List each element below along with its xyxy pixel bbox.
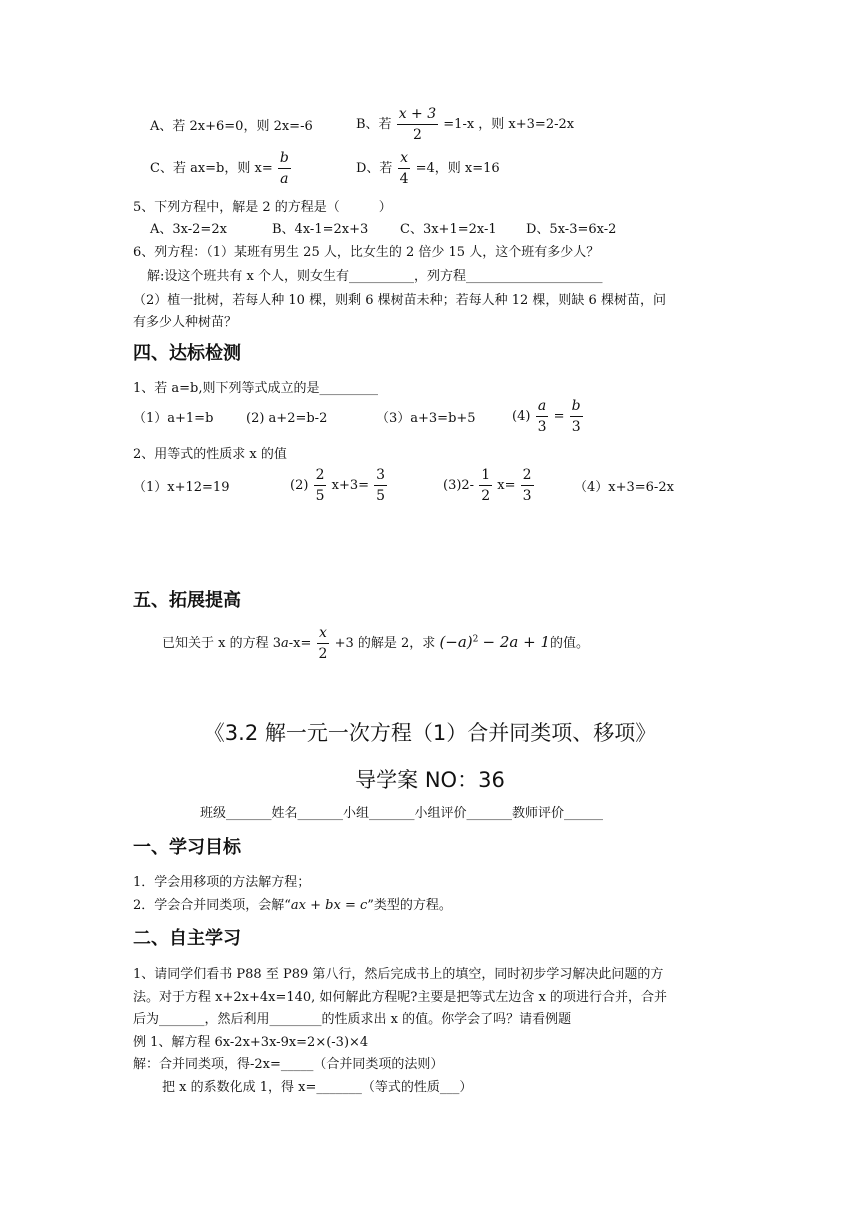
q4-d-denominator: 4: [399, 171, 409, 187]
q4-option-d: [356, 151, 500, 186]
numerator: b: [570, 399, 583, 417]
q4-option-c: [150, 151, 292, 186]
sec4-q1-option-4-label: (4): [512, 409, 531, 424]
problem-after: +3 的解是 2，求: [334, 636, 436, 651]
item-prefix: (2): [290, 478, 309, 493]
q6-part2-line2: 有多少人种树苗？: [133, 315, 238, 330]
q4-d-prefix: D、若: [356, 161, 393, 176]
self-study-para-line1: 1、请同学们看书 P88 至 P89 第八行，然后完成书上的填空，同时初步学习解决此问题的方: [133, 967, 664, 982]
problem-middle: -x=: [288, 636, 312, 651]
q4-b-prefix: B、若: [356, 117, 392, 132]
item-prefix: (3)2-: [443, 478, 475, 493]
expression-tail: − 2a + 1: [482, 633, 551, 651]
q4-c-denominator: a: [280, 171, 289, 187]
q5-option-b: B、4x-1=2x+3: [272, 222, 369, 237]
denominator: 5: [315, 488, 325, 504]
fraction: [479, 468, 492, 503]
sec4-q2-item-3: [443, 468, 535, 503]
example-1: 例 1、解方程 6x-2x+3x-9x=2×(-3)×4: [133, 1035, 369, 1050]
numerator: 2: [314, 468, 327, 486]
q6-stem: 6、列方程：（1）某班有男生 25 人，比女生的 2 倍少 15 人，这个班有多少人？: [133, 245, 600, 260]
sec5-problem: [162, 626, 589, 661]
q4-d-suffix: =4，则 x=16: [415, 161, 500, 176]
sec4-q2-item-1: （1）x+12=19: [133, 480, 230, 495]
q4-b-fraction: [397, 107, 438, 142]
denominator: 2: [481, 488, 491, 504]
denominator: 3: [522, 488, 532, 504]
fraction: [374, 468, 387, 503]
q4-option-a: A、若 2x+6=0，则 2x=-6: [150, 119, 313, 134]
q4-b-numerator: x + 3: [397, 107, 438, 125]
q4-c-prefix: C、若 ax=b，则 x=: [150, 161, 273, 176]
section-heading-self-study: 二、自主学习: [133, 928, 241, 949]
fraction: [317, 626, 330, 661]
item-middle: x=: [497, 478, 516, 493]
q4-c-fraction: [278, 151, 291, 186]
q5-stem: 5、下列方程中，解是 2 的方程是（ ）: [133, 200, 392, 215]
numerator: a: [536, 399, 548, 417]
problem-end: 的值。: [550, 636, 590, 651]
q4-b-denominator: 2: [412, 127, 422, 143]
sec4-q1-option-4: [512, 399, 584, 434]
goal-2-suffix: ”类型的方程。: [367, 898, 452, 913]
lesson-title: 《3.2 解一元一次方程（1）合并同类项、移项》: [203, 721, 657, 745]
q4-option-b: [356, 107, 574, 142]
sec4-q2-stem: 2、用等式的性质求 x 的值: [133, 447, 287, 462]
self-study-para-line3: 后为_______，然后利用________的性质求出 x 的值。你学会了吗？请看例题: [133, 1012, 572, 1027]
q4-c-numerator: b: [278, 151, 291, 169]
q5-option-a: A、3x-2=2x: [150, 222, 227, 237]
q5-option-d: D、5x-3=6x-2: [526, 222, 617, 237]
q6-part2-line1: （2）植一批树，若每人种 10 棵，则剩 6 棵树苗未种；若每人种 12 棵，则缺 6 棵树苗，问: [133, 293, 666, 308]
denominator: 2: [318, 646, 328, 662]
numerator: 2: [521, 468, 534, 486]
goal-2-formula: ax + bx = c: [290, 898, 368, 913]
problem-prefix: 已知关于 x 的方程 3: [162, 636, 281, 651]
goal-2-prefix: 2．学会合并同类项，会解“: [133, 898, 291, 913]
sec4-q2-item-4: （4）x+3=6-2x: [574, 480, 674, 495]
goal-item-1: 1．学会用移项的方法解方程；: [133, 875, 311, 890]
numerator: 3: [374, 468, 387, 486]
expression-exponent: 2: [472, 634, 479, 645]
sec4-q1-option-3: （3）a+3=b+5: [376, 411, 476, 426]
section-heading-goals: 一、学习目标: [133, 837, 241, 858]
var-a: a: [281, 636, 289, 651]
goal-item-2: [133, 899, 452, 912]
sec4-q1-stem: 1、若 a=b,则下列等式成立的是_________: [133, 381, 379, 396]
sec4-q2-item-2: [290, 468, 388, 503]
sec4-q1-frac-a: [536, 399, 549, 434]
q4-b-suffix: =1-x ，则 x+3=2-2x: [443, 117, 575, 132]
section-heading-4: 四、达标检测: [133, 343, 241, 364]
fraction: [521, 468, 534, 503]
q4-d-numerator: x: [398, 151, 410, 169]
q5-option-c: C、3x+1=2x-1: [400, 222, 497, 237]
denominator: 3: [537, 419, 547, 435]
sec4-q1-frac-b: [570, 399, 583, 434]
numerator: x: [317, 626, 329, 644]
expression-base: (−a): [439, 633, 473, 651]
student-info-line: 班级_______姓名_______小组_______小组评价_______教师评价______: [200, 806, 604, 821]
lesson-subtitle: 导学案 NO：36: [355, 768, 505, 792]
q6-solution-line: 解:设这个班共有 x 个人，则女生有__________，列方程_____________________: [147, 269, 603, 284]
solution-step-1: 解：合并同类项，得-2x=_____（合并同类项的法则）: [133, 1057, 444, 1072]
sec4-q1-option-1: （1）a+1=b: [133, 411, 214, 426]
denominator: 5: [376, 488, 386, 504]
fraction: [314, 468, 327, 503]
q4-d-fraction: [398, 151, 411, 186]
equals-sign: =: [553, 409, 565, 424]
numerator: 1: [479, 468, 492, 486]
self-study-para-line2: 法。对于方程 x+2x+4x=140, 如何解此方程呢?主要是把等式左边含 x 的项进行合并，合并: [133, 990, 667, 1005]
sec4-q1-option-2: (2) a+2=b-2: [246, 411, 328, 426]
item-middle: x+3=: [331, 478, 370, 493]
section-heading-5: 五、拓展提高: [133, 590, 241, 611]
denominator: 3: [571, 419, 581, 435]
solution-step-2: 把 x 的系数化成 1，得 x=_______（等式的性质___）: [162, 1080, 473, 1095]
